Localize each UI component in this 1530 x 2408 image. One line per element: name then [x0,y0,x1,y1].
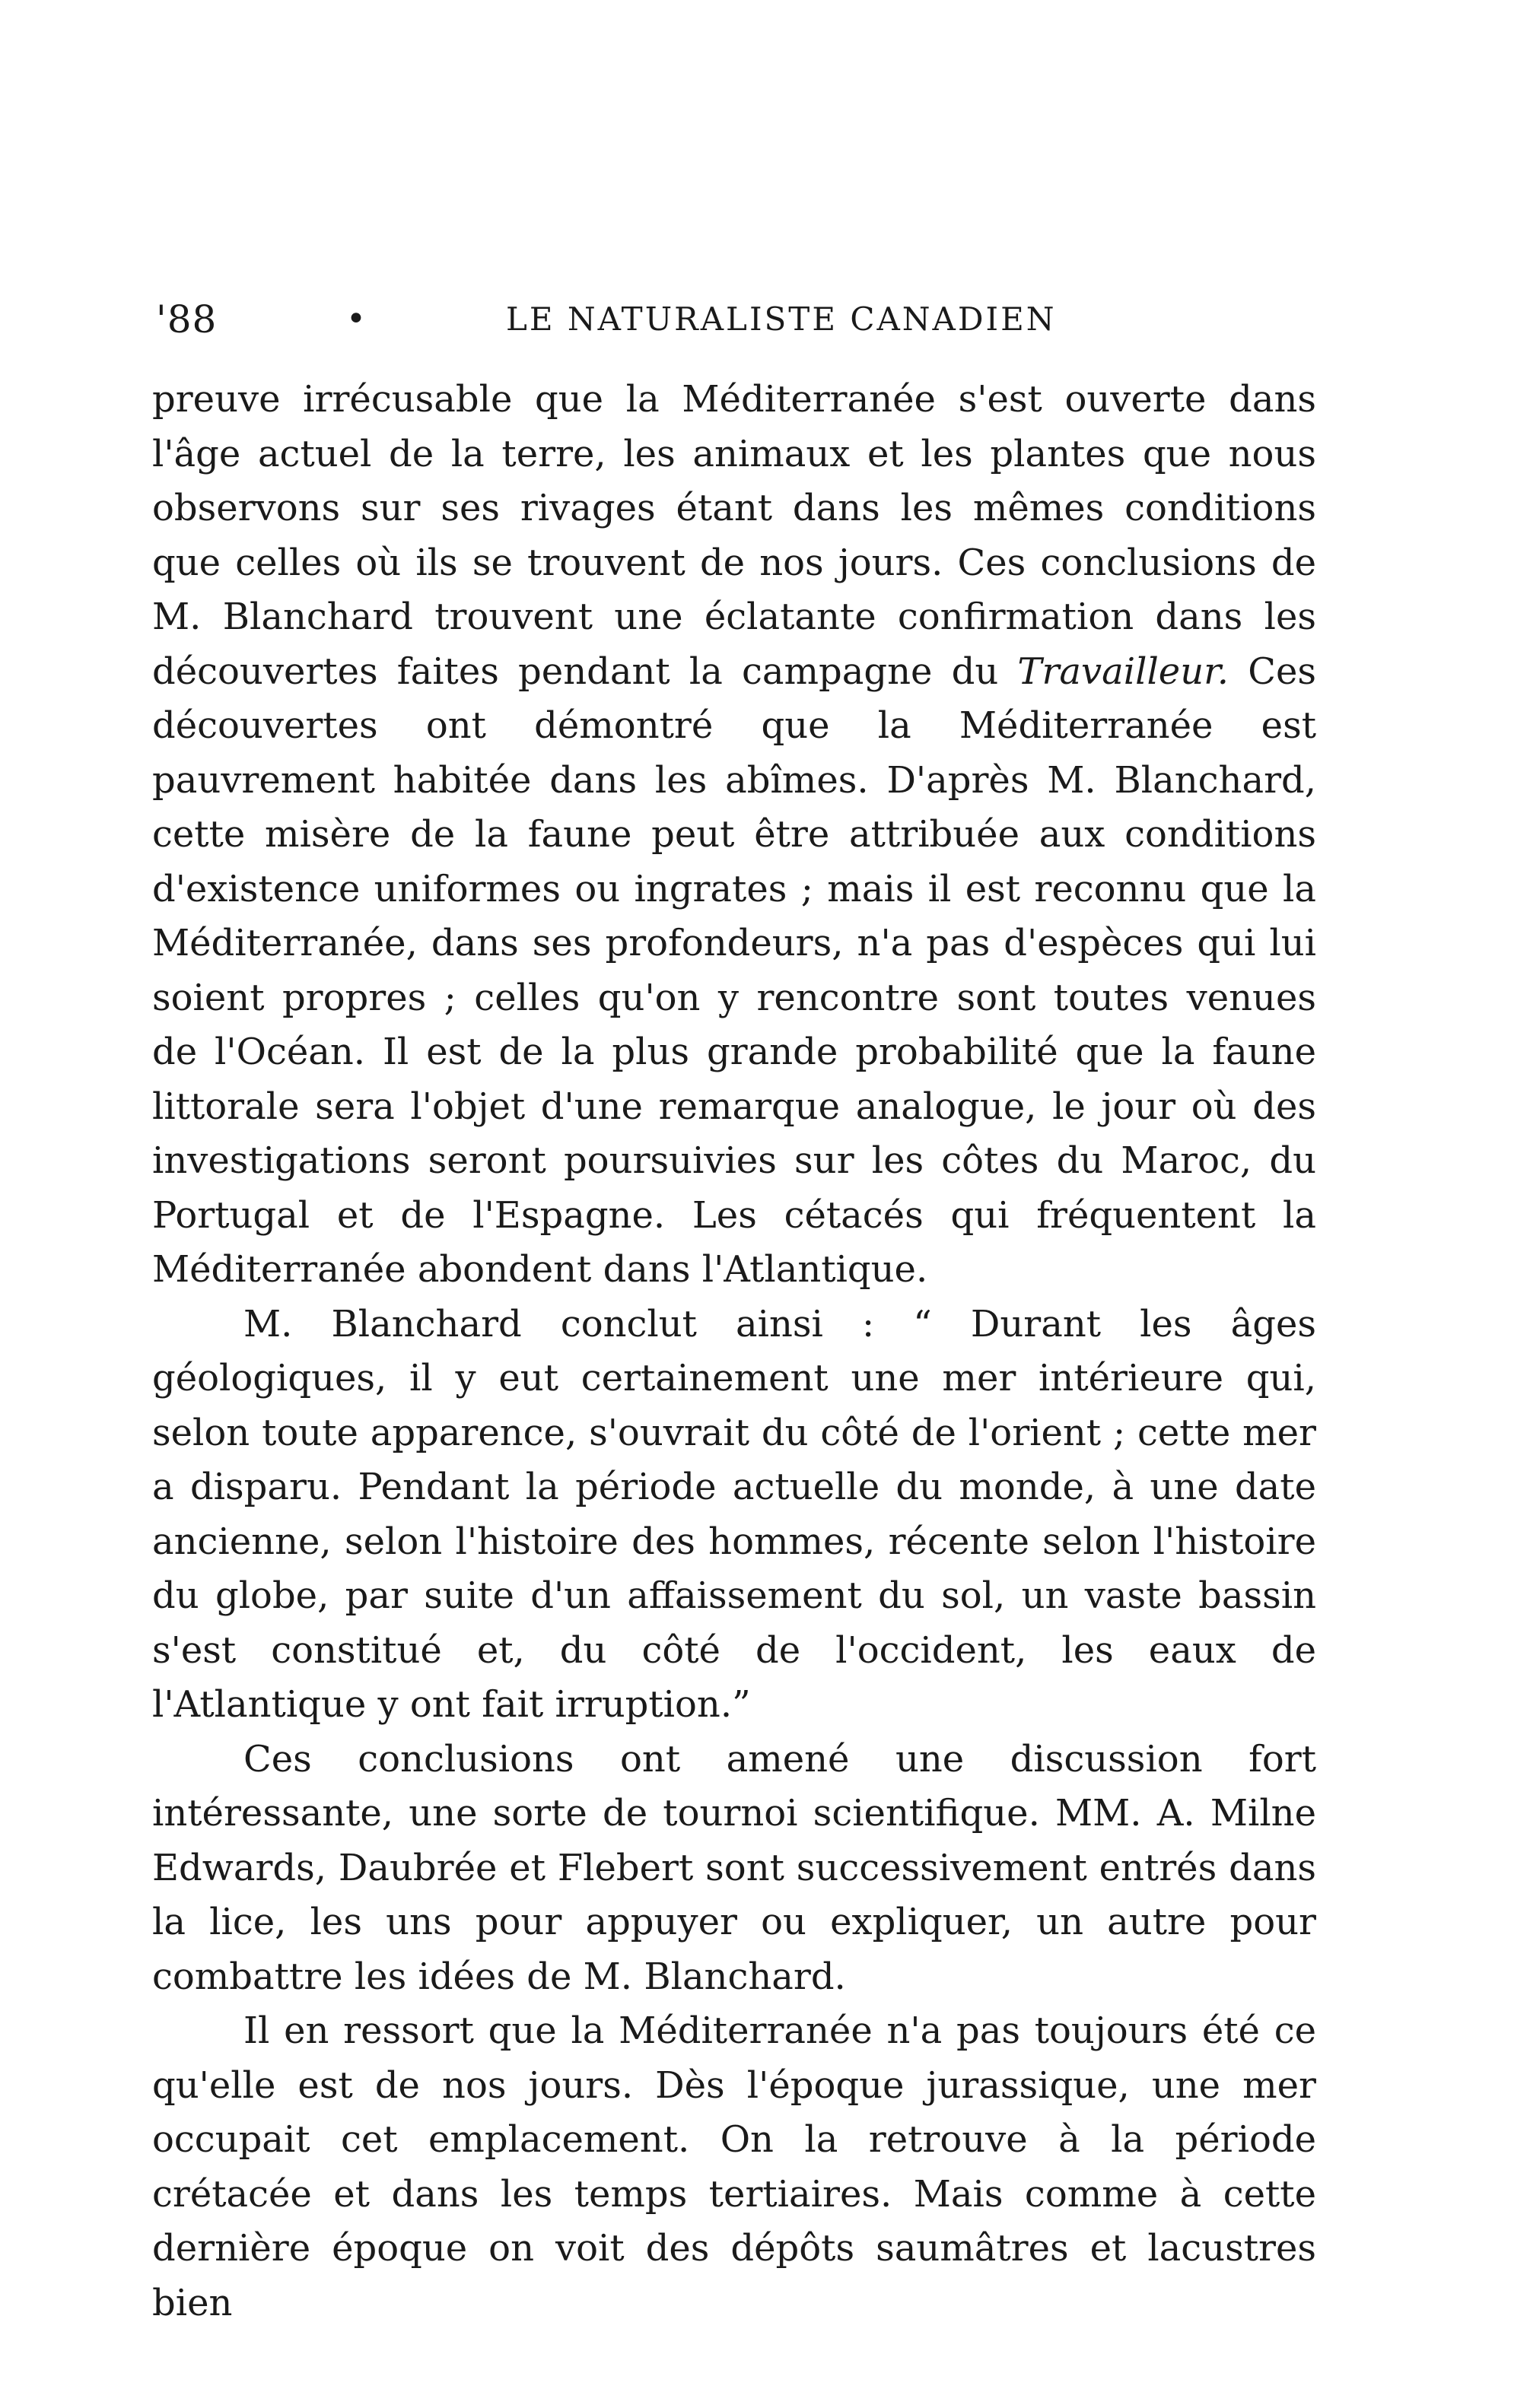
ship-name-italic: Travailleur. [1017,650,1229,693]
running-title: LE NATURALISTE CANADIEN [506,300,1057,338]
paragraph-2: M. Blanchard conclut ainsi : “ Durant les âges géologiques, il y eut certainement une mer intérieure qui, selon toute apparence, s'ouvrait du côté de l'orient ; cette mer a disparu. Pendant la période actuelle du monde, à une date ancienne, selon l'histoire des hommes, récente selon l'histoire du globe, par suite d'un affaissement du sol, un vaste bassin s'est constitué et, du côté de l'occident, les eaux de l'Atlantique y ont fait irruption.” [152,1302,1316,1726]
paragraph-1-text-end: Ces découvertes ont démontré que la Méditerranée est pauvrement habitée dans les abîmes. D'après M. Blanchard, cette misère de la faune peut être attribuée aux conditions d'existence uniformes ou ingrates ; mais il est reconnu que la Méditerranée, dans ses profondeurs, n'a pas d'espèces qui lui soient propres ; celles qu'on y rencontre sont toutes venues de l'Océan. Il est de la plus grande probabilité que la faune littorale sera l'objet d'une remarque analogue, le jour où des investigations seront poursuivies sur les côtes du Maroc, du Portugal et de l'Espagne. Les cétacés qui fréquentent la Méditerranée abondent dans l'Atlantique. [152,650,1316,1291]
header-separator: • [346,300,366,338]
page-number: '88 [156,297,218,342]
page-header [156,293,1312,346]
paragraph-4: Il en ressort que la Méditerranée n'a pas toujours été ce qu'elle est de nos jours. Dès l'époque jurassique, une mer occupait cet emplacement. On la retrouve à la période crétacée et dans les temps tertiaires. Mais comme à cette dernière époque on voit des dépôts saumâtres et lacustres bien [152,2009,1316,2324]
paragraph-3: Ces conclusions ont amené une discussion fort intéressante, une sorte de tournoi scientifique. MM. A. Milne Edwards, Daubrée et Flebert sont successivement entrés dans la lice, les uns pour appuyer ou expliquer, un autre pour combattre les idées de M. Blanchard. [152,1737,1316,1998]
paragraph-1-text-start: preuve irrécusable que la Méditerranée s'est ouverte dans l'âge actuel de la terre, les animaux et les plantes que nous observons sur ses rivages étant dans les mêmes conditions que celles où ils se trouvent de nos jours. Ces conclusions de M. Blanchard trouvent une éclatante confirmation dans les découvertes faites pendant la campagne du [152,378,1316,693]
body-text [152,373,1316,2330]
paragraph-1 [152,373,1316,1298]
